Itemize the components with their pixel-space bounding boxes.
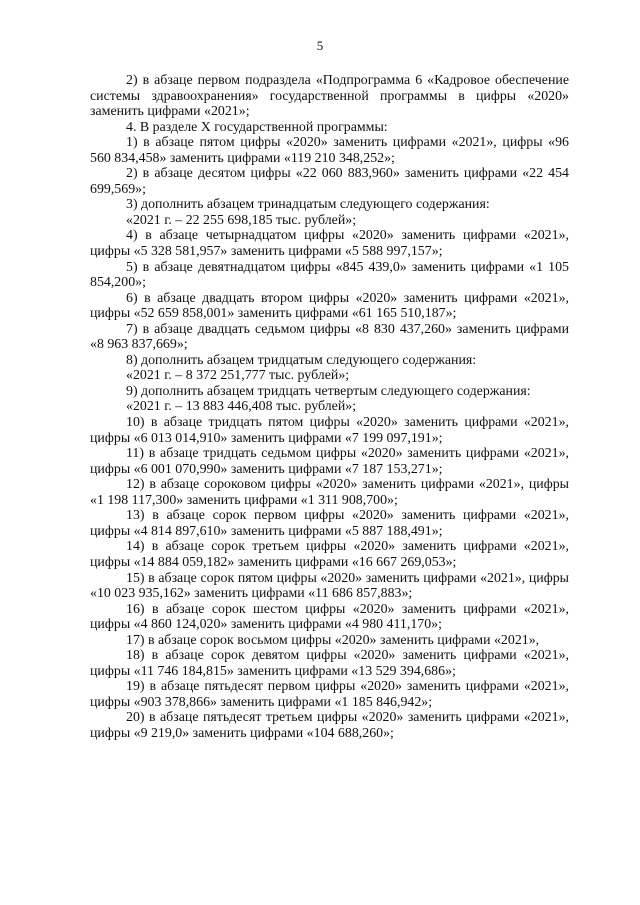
- paragraph: 15) в абзаце сорок пятом цифры «2020» заменить цифрами «2021», цифры «10 023 935,162» заменить цифрами «11 686 857,883»;: [90, 570, 569, 602]
- paragraph: 17) в абзаце сорок восьмом цифры «2020» заменить цифрами «2021»,: [126, 632, 540, 648]
- quoted-text: «2021 г. – 8 372 251,777 тыс. рублей»;: [126, 368, 350, 384]
- quoted-text: «2021 г. – 22 255 698,185 тыс. рублей»;: [126, 212, 357, 228]
- paragraph: 16) в абзаце сорок шестом цифры «2020» заменить цифрами «2021», цифры «4 860 124,020» заменить цифрами «4 980 411,170»;: [90, 601, 569, 633]
- paragraph: 14) в абзаце сорок третьем цифры «2020» заменить цифрами «2021», цифры «14 884 059,182» заменить цифрами «16 667 269,053»;: [90, 539, 569, 570]
- page-number: 5: [316, 38, 324, 53]
- paragraph: 18) в абзаце сорок девятом цифры «2020» заменить цифрами «2021», цифры «11 746 184,815» заменить цифрами «13 529 394,686»;: [90, 648, 569, 679]
- paragraph: 7) в абзаце двадцать седьмом цифры «8 830 437,260» заменить цифрами «8 963 837,669»;: [90, 321, 569, 353]
- paragraph: 2) в абзаце первом подраздела «Подпрограмма 6 «Кадровое обеспечение системы здравоохранения» государственной программы в цифры «2020» заменить цифрами «2021»;: [90, 73, 569, 120]
- paragraph: 19) в абзаце пятьдесят первом цифры «2020» заменить цифрами «2021», цифры «903 378,866» заменить цифрами «1 185 846,942»;: [90, 679, 569, 710]
- paragraph: 8) дополнить абзацем тридцатым следующего содержания:: [126, 352, 477, 368]
- paragraph: 3) дополнить абзацем тринадцатым следующего содержания:: [126, 197, 490, 213]
- paragraph: 9) дополнить абзацем тридцать четвертым следующего содержания:: [126, 383, 531, 399]
- paragraph: 20) в абзаце пятьдесят третьем цифры «2020» заменить цифрами «2021», цифры «9 219,0» заменить цифрами «104 688,260»;: [90, 710, 569, 741]
- section-heading: 4. В разделе X государственной программы:: [126, 119, 388, 135]
- paragraph: 5) в абзаце девятнадцатом цифры «845 439,0» заменить цифрами «1 105 854,200»;: [90, 259, 569, 291]
- paragraph: 10) в абзаце тридцать пятом цифры «2020» заменить цифрами «2021», цифры «6 013 014,910» заменить цифрами «7 199 097,191»;: [90, 415, 569, 446]
- paragraph: 11) в абзаце тридцать седьмом цифры «2020» заменить цифрами «2021», цифры «6 001 070,990» заменить цифрами «7 187 153,271»;: [90, 446, 569, 477]
- paragraph: 12) в абзаце сороковом цифры «2020» заменить цифрами «2021», цифры «1 198 117,300» заменить цифрами «1 311 908,700»;: [90, 477, 569, 508]
- quoted-text: «2021 г. – 13 883 446,408 тыс. рублей»;: [126, 399, 357, 415]
- paragraph: 6) в абзаце двадцать втором цифры «2020» заменить цифрами «2021», цифры «52 659 858,001» заменить цифрами «61 165 510,187»;: [90, 290, 569, 322]
- paragraph: 13) в абзаце сорок первом цифры «2020» заменить цифрами «2021», цифры «4 814 897,610» заменить цифрами «5 887 188,491»;: [90, 508, 569, 539]
- paragraph: 4) в абзаце четырнадцатом цифры «2020» заменить цифрами «2021», цифры «5 328 581,957» заменить цифрами «5 588 997,157»;: [90, 228, 569, 260]
- paragraph: 2) в абзаце десятом цифры «22 060 883,960» заменить цифрами «22 454 699,569»;: [90, 166, 569, 197]
- document-body: [90, 73, 569, 742]
- paragraph: 1) в абзаце пятом цифры «2020» заменить цифрами «2021», цифры «96 560 834,458» заменить цифрами «119 210 348,252»;: [90, 135, 569, 166]
